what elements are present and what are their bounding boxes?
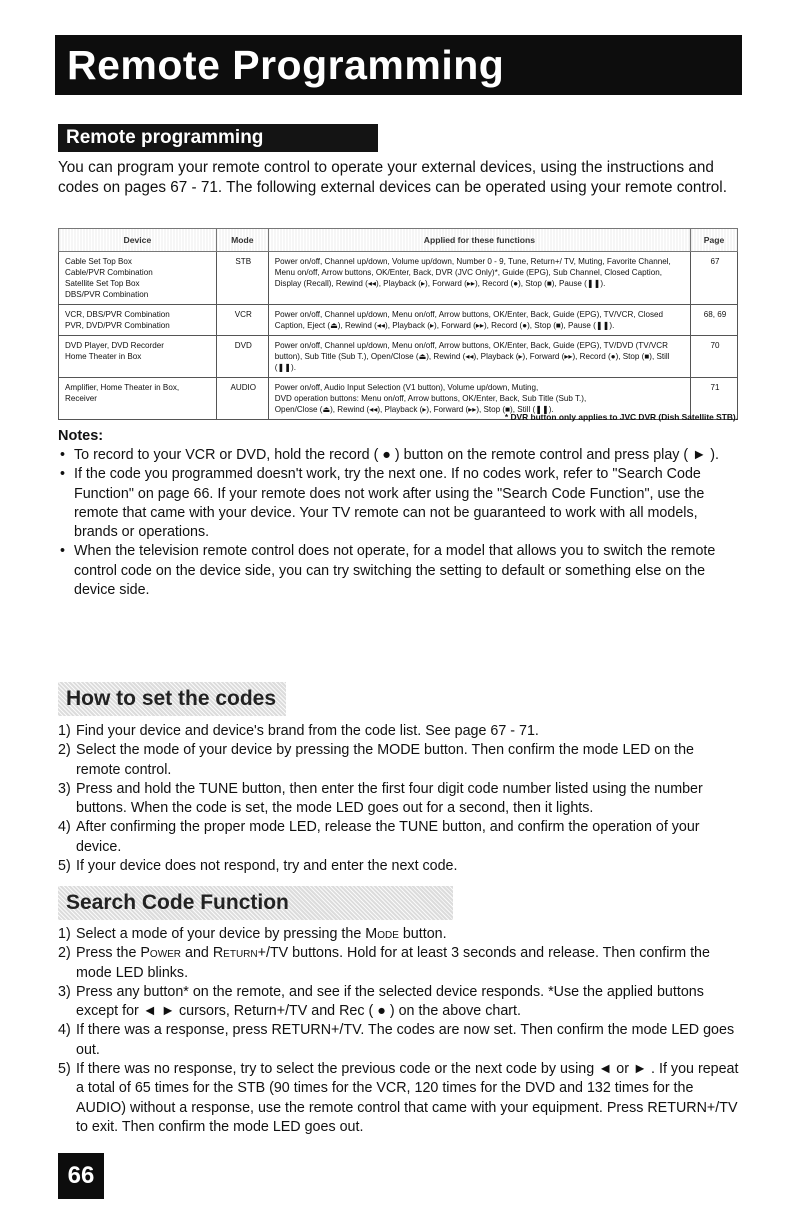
- step-text: Select the mode of your device by pressing the MODE button. Then confirm the mode LED on the remote control.: [76, 742, 695, 778]
- step-text: +/TV buttons. Hold for at least 3 seconds and release. Then confirm the mode LED blinks.: [76, 945, 710, 981]
- notes-title: Notes:: [58, 428, 104, 444]
- how-to-steps: [58, 722, 742, 876]
- step-number: 5): [58, 858, 71, 875]
- step-number: 5): [58, 1061, 71, 1078]
- functions-cell: Power on/off, Channel up/down, Menu on/off, Arrow buttons, OK/Enter, Back, Guide (EPG), TV/DVD (TV/VCR button), Sub Title (Sub T.), Open/Close (⏏), Rewind (◂◂), Playback (▸), Forward (▸▸), Record (●), Stop (■), Still (❚❚).: [268, 336, 690, 378]
- mode-key-label: Mode: [365, 926, 399, 942]
- step-number: 4): [58, 819, 71, 836]
- step-text: Press the: [76, 945, 141, 962]
- list-item: [58, 780, 742, 819]
- power-key-label: Power: [140, 945, 182, 962]
- search-code-steps: [58, 925, 742, 1137]
- mode-cell: AUDIO: [216, 378, 268, 420]
- device-cell: Cable Set Top Box Cable/PVR Combination Satellite Set Top Box DBS/PVR Combination: [59, 252, 217, 305]
- page-cell: 70: [691, 336, 738, 378]
- device-cell: VCR, DBS/PVR Combination PVR, DVD/PVR Combination: [59, 305, 217, 336]
- remote-programming-heading: Remote programming: [58, 124, 378, 152]
- functions-cell: Power on/off, Channel up/down, Menu on/off, Arrow buttons, OK/Enter, Back, Guide (EPG), TV/VCR, Closed Caption, Eject (⏏), Rewind (◂◂), Playback (▸), Forward (▸▸), Record (●), Stop (■), Pause (❚❚).: [268, 305, 690, 336]
- step-text: If there was a response, press RETURN+/TV. The codes are now set. Then confirm the mode LED goes out.: [76, 1022, 735, 1058]
- mode-cell: DVD: [216, 336, 268, 378]
- page-title: Remote Programming: [55, 35, 742, 95]
- header-functions: Applied for these functions: [268, 229, 690, 252]
- list-item: [58, 944, 742, 983]
- list-item: [58, 983, 742, 1022]
- table-row: [59, 305, 738, 336]
- step-number: 1): [58, 926, 71, 942]
- mode-cell: VCR: [216, 305, 268, 336]
- step-number: 1): [58, 723, 71, 739]
- functions-cell: Power on/off, Channel up/down, Volume up/down, Number 0 - 9, Tune, Return+/ TV, Muting, Favorite Channel, Menu on/off, Arrow buttons, OK/Enter, Back, DVR (JVC Only)*, Guide (EPG), Sub Channel, Closed Caption, Display (Recall), Rewind (◂◂), Playback (▸), Forward (▸▸), Record (●), Stop (■), Pause (❚❚).: [268, 252, 690, 305]
- step-number: 2): [58, 945, 71, 962]
- how-to-heading: How to set the codes: [58, 682, 286, 716]
- step-text: Press and hold the TUNE button, then enter the first four digit code number listed using the number buttons. When the code is set, the mode LED goes out for a second, then it lights.: [76, 780, 703, 817]
- page-cell: 67: [691, 252, 738, 305]
- page-number: 66: [58, 1153, 104, 1199]
- page-cell: 68, 69: [691, 305, 738, 336]
- step-text: Press any button* on the remote, and see if the selected device responds. *Use the applied buttons except for ◄ ► cursors, Return+/TV and Rec ( ● ) on the above chart.: [76, 983, 704, 1020]
- step-number: 3): [58, 983, 71, 1000]
- note-item: • To record to your VCR or DVD, hold the record ( ● ) button on the remote control and press play ( ► ).: [58, 446, 740, 465]
- notes-list: [58, 446, 740, 600]
- step-text: If your device does not respond, try and enter the next code.: [76, 858, 458, 875]
- step-text: If there was no response, try to select the previous code or the next code by using ◄ or ► . If you repeat a total of 65 times for the STB (90 times for the VCR, 120 times for the DVD and 132 times for the AUDIO) without a response, use the remote control that came with your equipment. Press RETURN+/TV to exit. Then confirm the mode LED goes out.: [76, 1061, 739, 1135]
- step-text: Find your device and device's brand from the code list. See page 67 - 71.: [76, 723, 539, 739]
- table-row: [59, 336, 738, 378]
- header-device: Device: [59, 229, 217, 252]
- list-item: [58, 857, 742, 876]
- list-item: [58, 722, 742, 741]
- step-text: After confirming the proper mode LED, release the TUNE button, and confirm the operation of your device.: [76, 819, 700, 855]
- table-row: [59, 252, 738, 305]
- return-key-label: Return: [212, 945, 258, 962]
- step-text: Select a mode of your device by pressing the: [76, 926, 366, 942]
- table-footnote: * DVR button only applies to JVC DVR (Dish Satellite STB).: [504, 412, 738, 422]
- device-code-table: [58, 228, 738, 420]
- step-number: 3): [58, 780, 71, 797]
- list-item: [58, 741, 742, 780]
- list-item: [58, 925, 742, 944]
- intro-paragraph: You can program your remote control to operate your external devices, using the instructions and codes on pages 67 - 71. The following external devices can be operated using your remote control.: [58, 159, 727, 196]
- list-item: [58, 1021, 742, 1060]
- list-item: [58, 1060, 742, 1137]
- search-code-heading: Search Code Function: [58, 886, 453, 920]
- note-item: • When the television remote control does not operate, for a model that allows you to switch the remote control code on the device side, you can try switching the setting to default or something else on the device side.: [58, 542, 740, 600]
- header-mode: Mode: [216, 229, 268, 252]
- mode-cell: STB: [216, 252, 268, 305]
- page-cell: 71: [691, 378, 738, 420]
- note-item: • If the code you programmed doesn't work, try the next one. If no codes work, refer to "Search Code Function" on page 66. If your remote does not work after using the "Search Code Function", use the remote that came with your device. Your TV remote can not be guaranteed to work with all models, brands or operations.: [58, 465, 740, 542]
- functions-cell: Power on/off, Audio Input Selection (V1 button), Volume up/down, Muting, DVD operation buttons: Menu on/off, Arrow buttons, OK/Enter, Back, Sub Title (Sub T.), Open/Close (⏏), Rewind (◂◂), Playback (▸), Forward (▸▸), Stop (■), Still (❚❚).: [268, 378, 690, 420]
- device-cell: Amplifier, Home Theater in Box, Receiver: [59, 378, 217, 420]
- step-text: and: [181, 945, 213, 962]
- header-page: Page: [691, 229, 738, 252]
- step-number: 2): [58, 742, 71, 759]
- step-number: 4): [58, 1022, 71, 1039]
- list-item: [58, 818, 742, 857]
- table-header-row: [59, 229, 738, 252]
- device-cell: DVD Player, DVD Recorder Home Theater in Box: [59, 336, 217, 378]
- step-text: button.: [398, 926, 447, 942]
